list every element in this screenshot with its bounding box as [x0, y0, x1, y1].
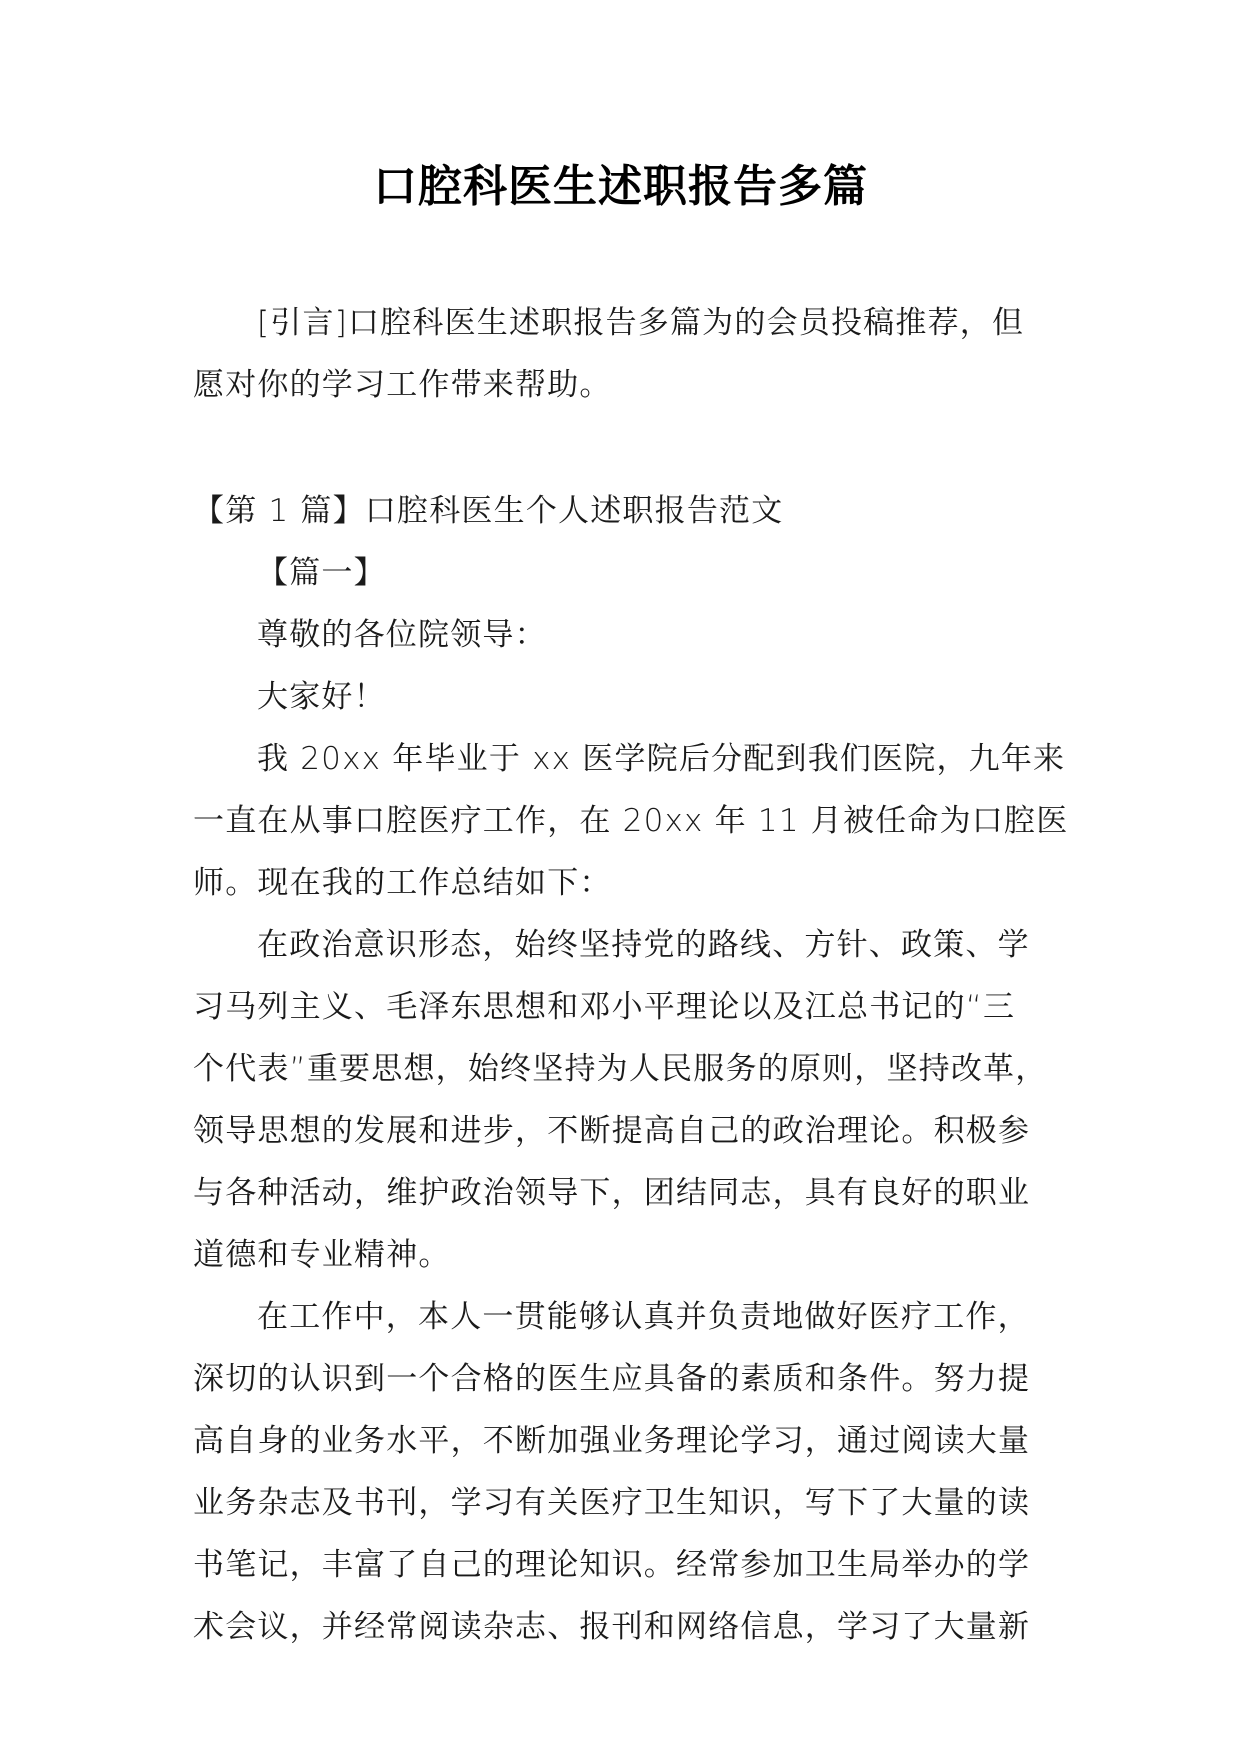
body-paragraph: [193, 728, 1069, 914]
intro-paragraph: [193, 292, 1053, 416]
paragraph-line: 在政治意识形态，始终坚持党的路线、方针、政策、学: [257, 927, 1030, 963]
document-body: [193, 292, 1069, 1658]
paragraph-line: 我 20xx 年毕业于 xx 医学院后分配到我们医院，九年来: [257, 741, 1066, 777]
paragraph-line: 个代表”重要思想，始终坚持为人民服务的原则，坚持改革，: [193, 1051, 1048, 1087]
paragraph-line: 领导思想的发展和进步，不断提高自己的政治理论。积极参: [193, 1113, 1031, 1149]
sub-heading: 【篇一】: [257, 555, 386, 591]
document-title: 口腔科医生述职报告多篇: [373, 161, 868, 212]
body-paragraph: [193, 1286, 1053, 1658]
paragraph-line: 深切的认识到一个合格的医生应具备的素质和条件。努力提: [193, 1361, 1031, 1397]
paragraph-line: 师。现在我的工作总结如下：: [193, 865, 612, 901]
paragraph-line: 高自身的业务水平，不断加强业务理论学习，通过阅读大量: [193, 1423, 1031, 1459]
section-heading: 【第 1 篇】口腔科医生个人述职报告范文: [193, 493, 784, 529]
paragraph-line: 一直在从事口腔医疗工作，在 20xx 年 11 月被任命为口腔医: [193, 803, 1069, 839]
paragraph-line: 习马列主义、毛泽东思想和邓小平理论以及江总书记的“三: [193, 989, 1016, 1025]
paragraph-line: 与各种活动，维护政治领导下，团结同志，具有良好的职业: [193, 1175, 1031, 1211]
greeting: 大家好！: [257, 679, 386, 715]
paragraph-line: 书笔记，丰富了自己的理论知识。经常参加卫生局举办的学: [193, 1547, 1031, 1583]
salutation: 尊敬的各位院领导：: [257, 617, 547, 653]
paragraph-line: 术会议，并经常阅读杂志、报刊和网络信息，学习了大量新: [193, 1609, 1031, 1645]
intro-line: 愿对你的学习工作带来帮助。: [193, 367, 612, 403]
paragraph-line: 道德和专业精神。: [193, 1237, 451, 1273]
body-paragraph: [193, 914, 1053, 1286]
intro-line: [引言]口腔科医生述职报告多篇为的会员投稿推荐，但: [257, 305, 1025, 341]
paragraph-line: 在工作中，本人一贯能够认真并负责地做好医疗工作，: [257, 1299, 1030, 1335]
paragraph-line: 业务杂志及书刊，学习有关医疗卫生知识，写下了大量的读: [193, 1485, 1031, 1521]
